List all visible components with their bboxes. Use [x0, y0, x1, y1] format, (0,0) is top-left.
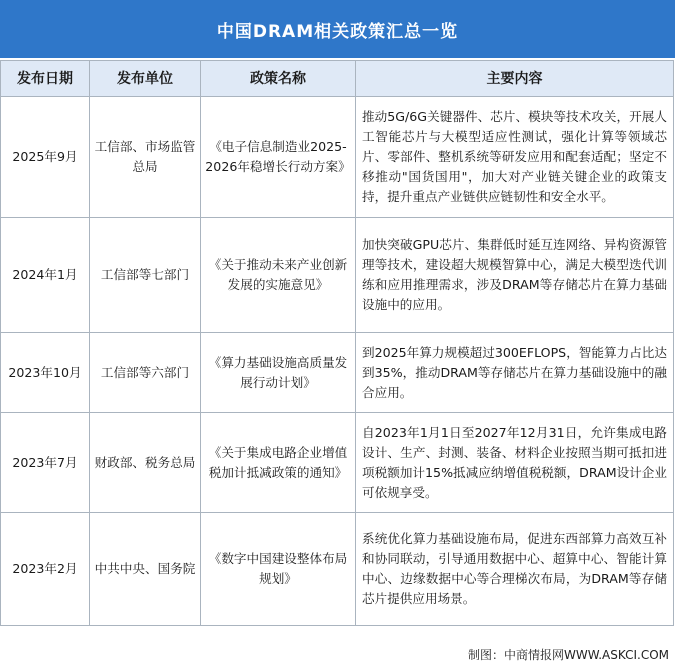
source-credit: 制图：中商情报网WWW.ASKCI.COM: [468, 648, 669, 662]
table-row: [1, 413, 674, 513]
cell-policy: 《关于推动未来产业创新发展的实施意见》: [201, 218, 356, 333]
page-title: 中国DRAM相关政策汇总一览: [216, 21, 459, 42]
policy-table: [0, 60, 674, 626]
cell-policy: 《数字中国建设整体布局规划》: [201, 513, 356, 626]
cell-policy: 《关于集成电路企业增值税加计抵减政策的通知》: [201, 413, 356, 513]
title-banner: [0, 0, 675, 58]
cell-content: 系统优化算力基础设施布局，促进东西部算力高效互补和协同联动，引导通用数据中心、超算中心、智能计算中心、边缘数据中心等合理梯次布局，为DRAM等存储芯片提供应用场景。: [356, 513, 674, 626]
cell-content: 到2025年算力规模超过300EFLOPS，智能算力占比达到35%，推动DRAM等存储芯片在算力基础设施中的融合应用。: [356, 333, 674, 413]
cell-issuer: 工信部等六部门: [90, 333, 201, 413]
cell-date: 2023年10月: [1, 333, 90, 413]
cell-issuer: 中共中央、国务院: [90, 513, 201, 626]
cell-content: 加快突破GPU芯片、集群低时延互连网络、异构资源管理等技术，建设超大规模智算中心，满足大模型迭代训练和应用推理需求，涉及DRAM等存储芯片在算力基础设施中的应用。: [356, 218, 674, 333]
table-header-row: [1, 61, 674, 97]
column-header-content: 主要内容: [356, 61, 674, 97]
cell-content: 推动5G/6G关键器件、芯片、模块等技术攻关，开展人工智能芯片与大模型适应性测试，强化计算等领域芯片、零部件、整机系统等研发应用和配套适配；坚定不移推动"国货国用"，加大对产业链关键企业的政策支持，提升重点产业链供应链韧性和安全水平。: [356, 97, 674, 218]
table-row: [1, 513, 674, 626]
cell-issuer: 工信部等七部门: [90, 218, 201, 333]
cell-policy: 《电子信息制造业2025-2026年稳增长行动方案》: [201, 97, 356, 218]
cell-date: 2024年1月: [1, 218, 90, 333]
cell-date: 2023年2月: [1, 513, 90, 626]
cell-date: 2023年7月: [1, 413, 90, 513]
cell-date: 2025年9月: [1, 97, 90, 218]
cell-content: 自2023年1月1日至2027年12月31日，允许集成电路设计、生产、封测、装备、材料企业按照当期可抵扣进项税额加计15%抵减应纳增值税税额，DRAM设计企业可依规享受。: [356, 413, 674, 513]
cell-issuer: 工信部、市场监管总局: [90, 97, 201, 218]
table-row: [1, 333, 674, 413]
cell-policy: 《算力基础设施高质量发展行动计划》: [201, 333, 356, 413]
column-header-policy: 政策名称: [201, 61, 356, 97]
column-header-date: 发布日期: [1, 61, 90, 97]
table-row: [1, 218, 674, 333]
cell-issuer: 财政部、税务总局: [90, 413, 201, 513]
column-header-issuer: 发布单位: [90, 61, 201, 97]
table-row: [1, 97, 674, 218]
